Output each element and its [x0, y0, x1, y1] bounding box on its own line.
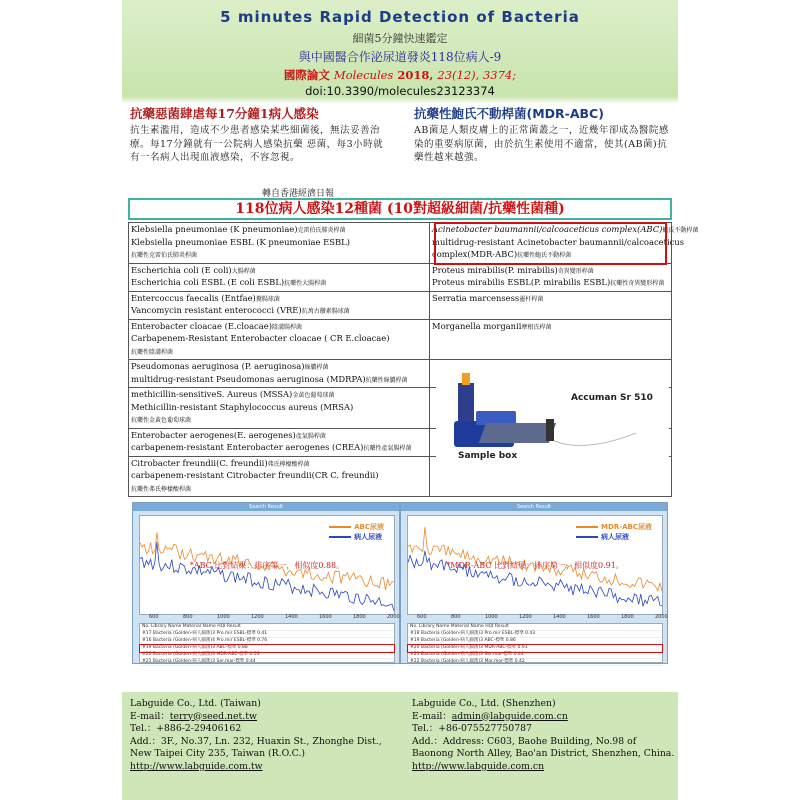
bacteria-name-zh: 抗藥性陰溝桿菌: [131, 348, 174, 356]
bacteria-name-en: Escherichia coli (E coli): [131, 264, 232, 275]
x-axis-ticks: [139, 614, 400, 622]
window-title: Search Result: [401, 503, 667, 511]
bacteria-name-zh: 抗萬古黴素腸球菌: [301, 308, 350, 315]
table-cell-right: [430, 263, 672, 291]
bacteria-entry: [131, 374, 427, 387]
legend-orange: ABC尿液: [329, 522, 384, 532]
intro-left: [130, 104, 390, 165]
email-link[interactable]: admin@labguide.com.cn: [451, 710, 568, 722]
phone: Tel.：+86-075527750787: [412, 723, 532, 734]
x-tick-label: 1400: [553, 614, 566, 620]
phone: Tel.：+886-2-29406162: [130, 723, 242, 734]
company-name: Labguide Co., Ltd. (Shenzhen): [412, 698, 556, 709]
bacteria-name-en: Acinetobacter baumannii/calcoaceticus complex(ABC): [432, 224, 663, 234]
intro-left-body: 抗生素濫用，造成不少患者感染某些細菌後，無法妥善治療。每17分鐘就有一公院病人感染抗藥 惡菌，每3小時就有一名病人出現血液感染，不容忽視。: [130, 125, 384, 163]
bacteria-entry: [131, 442, 427, 455]
x-tick-label: 1800: [353, 614, 366, 620]
bacteria-name-zh: 鮑氏不動桿菌: [662, 227, 699, 234]
table-cell-left: [129, 388, 430, 429]
table-cell-left: [129, 291, 430, 319]
bacteria-entry: [131, 249, 427, 262]
infection-banner: 118位病人感染12種菌 (10對超級細菌/抗藥性菌種): [128, 198, 672, 220]
x-tick-label: 1400: [285, 614, 298, 620]
bacteria-name-en: Enterobacter cloacae (E.cloacae): [131, 320, 272, 331]
bacteria-name-en: Methicillin-resistant Staphylococcus aureus (MRSA): [131, 401, 354, 412]
footer: [122, 692, 678, 800]
intro-right-body: AB菌是人類皮膚上的正常菌叢之一，近幾年卻成為醫院感染的重要病原菌，由於抗生素使用不適當，使其(AB菌)抗藥性越來越強。: [414, 125, 669, 163]
bacteria-entry: [432, 321, 669, 334]
bacteria-name-en: Proteus mirabilis ESBL(P. mirabilis ESBL): [432, 277, 611, 287]
result-row[interactable]: #19 Bacteria (Golden-病人細菌)3 ABC-標準 0.88: [140, 645, 394, 652]
bacteria-name-en: Carbapenem-Resistant Enterobacter cloacae ( CR E.cloacae): [131, 333, 390, 343]
table-cell-left: [129, 456, 430, 497]
email-label: E-mail：: [130, 710, 170, 722]
x-tick-label: 1000: [485, 614, 498, 620]
paper-journal: Molecules: [333, 68, 394, 82]
bacteria-name-zh: 綠膿桿菌: [304, 364, 329, 371]
table-row: [129, 291, 672, 319]
result-row[interactable]: #21 Bacteria (Golden-病人細菌)3 Ser.mar-標準 0.44: [408, 652, 662, 659]
spectrum-plot: [407, 515, 663, 615]
bacteria-entry: [131, 305, 427, 318]
bacteria-name-zh: 產氣腸桿菌: [295, 432, 326, 440]
x-tick-label: 1800: [621, 614, 634, 620]
bacteria-entry: [131, 402, 427, 415]
result-row[interactable]: #21 Bacteria (Golden-病人細菌)3 Ser.mar-標準 0.44: [140, 659, 394, 666]
bacteria-name-en: Enterobacter aerogenes(E. aerogenes): [131, 429, 296, 440]
search-result-window: [132, 502, 400, 664]
window-title: Search Result: [133, 503, 399, 511]
address-line2: New Taipei City 235, Taiwan (R.O.C.): [130, 748, 306, 759]
bacteria-name-zh: 摩根氏桿菌: [521, 323, 552, 331]
x-tick-label: 1200: [251, 614, 264, 620]
bacteria-name-zh: 大腸桿菌: [231, 267, 256, 275]
email-link[interactable]: terry@seed.net.tw: [169, 710, 257, 722]
bacteria-name-zh: 靈杆桿菌: [519, 295, 544, 303]
x-axis-ticks: [407, 614, 668, 622]
result-row[interactable]: #19 Bacteria (Golden-病人細菌)3 ABC-標準 0.86: [408, 638, 662, 645]
bacteria-name-zh: 弗氏檸檬酸桿菌: [267, 460, 310, 468]
x-tick-label: 1000: [217, 614, 230, 620]
result-row[interactable]: #18 Bacteria (Golden-病人細菌)3 Pro.mir ESBL-標準 0.43: [408, 631, 662, 638]
bacteria-name-zh: 抗藥性金黃色葡萄球菌: [131, 417, 192, 424]
x-tick-label: 600: [149, 614, 159, 620]
result-list: [407, 623, 663, 663]
table-cell-left: [129, 319, 430, 360]
legend: [329, 522, 384, 542]
bacteria-name-en: Escherichia coli ESBL (E coli ESBL): [131, 277, 285, 287]
bacteria-name-en: carbapenem-resistant Enterobacter aerogenes (CREA): [131, 442, 364, 452]
page-title: 5 minutes Rapid Detection of Bacteria: [220, 8, 580, 26]
bacteria-entry: [131, 224, 427, 237]
bacteria-entry: [131, 265, 427, 278]
bacteria-name-zh: 金黃色葡萄球菌: [292, 392, 335, 399]
footer-shenzhen: [412, 698, 682, 773]
bacteria-entry: [432, 277, 669, 290]
bacteria-name-en: Citrobacter freundii(C. freundii): [131, 457, 268, 468]
result-row[interactable]: No. Library Name Material Name HQI Result: [408, 624, 662, 631]
bacteria-name-zh: 抗藥性奇異變形桿菌: [610, 280, 665, 287]
table-row: [129, 319, 672, 360]
bacteria-name-en: Pseudomonas aeruginosa (P. aeruginosa): [131, 361, 305, 371]
bacteria-name-en: Entercoccus faecalis (Entfae): [131, 292, 256, 303]
highlight-box-mdr-abc: [434, 222, 667, 265]
x-tick-label: 1200: [519, 614, 532, 620]
x-tick-label: 600: [417, 614, 427, 620]
bacteria-name-zh: 奇異變形桿菌: [557, 267, 594, 275]
company-name: Labguide Co., Ltd. (Taiwan): [130, 698, 261, 709]
table-row: [129, 263, 672, 291]
result-row[interactable]: #20 Bacteria (Golden-病人細菌)3 MDR-ABC-標準 0.91: [408, 645, 662, 652]
address-line1: Add.：Address: C603, Baohe Building, No.98 of: [412, 735, 637, 747]
bacteria-name-en: multidrug-resistant Acinetobacter baumannii/calcoaceticus: [432, 236, 685, 247]
intro-left-heading: 抗藥惡菌肆虐每17分鐘1病人感染: [130, 106, 319, 121]
match-note: *MDR-ABC 比對結果：排序第一，相似度0.91。: [446, 561, 624, 570]
x-tick-label: 2000: [387, 614, 400, 620]
source-credit: 轉自香港經濟日報: [262, 189, 335, 199]
website-link[interactable]: http://www.labguide.com.tw: [130, 760, 263, 772]
bacteria-name-en: methicillin-sensitiveS. Aureus (MSSA): [131, 389, 293, 399]
table-cell-right: [430, 319, 672, 360]
address-line1: Add.：3F., No.37, Ln. 232, Huaxin St., Zhonghe Dist.,: [130, 735, 382, 747]
bacteria-name-zh: 抗藥性大腸桿菌: [284, 280, 327, 287]
intro-right: [414, 104, 674, 165]
result-row[interactable]: #16 Bacteria (Golden-病人細菌)4 Pro.mir ESBL-標準 0.76: [140, 638, 394, 645]
subtitle-zh: 細菌5分鐘快速鑑定: [352, 32, 448, 45]
legend-blue: 病人尿液: [576, 532, 652, 542]
bacteria-name-zh: 克雷伯氏肺炎桿菌: [297, 227, 346, 234]
website-link[interactable]: http://www.labguide.com.cn: [412, 760, 545, 772]
bacteria-entry: [131, 414, 427, 427]
bacteria-entry: [432, 265, 669, 278]
bacteria-name-en: Klebsiella pneumoniae (K pneumoniae): [131, 224, 298, 234]
x-tick-label: 2000: [655, 614, 668, 620]
table-cell-left: [129, 428, 430, 456]
bacteria-entry: [432, 293, 669, 306]
bacteria-entry: [131, 237, 427, 250]
bacteria-entry: [131, 470, 427, 483]
paper-prefix: 國際論文: [283, 68, 330, 82]
bacteria-name-zh: 糞腸球菌: [255, 295, 280, 303]
bacteria-entry: [131, 430, 427, 443]
bacteria-name-zh: 抗藥性產氣腸桿菌: [363, 445, 412, 452]
x-tick-label: 800: [451, 614, 461, 620]
device-model-label: Accuman Sr 510: [571, 393, 653, 403]
bacteria-entry: [131, 293, 427, 306]
match-note: *ABC 比對結果：排序第一，相似度0.88。: [189, 561, 345, 570]
bacteria-name-en: complex(MDR-ABC): [432, 249, 518, 259]
email-label: E-mail：: [412, 710, 452, 722]
paper-year: 2018: [397, 68, 430, 82]
footer-taiwan: [130, 698, 400, 773]
table-cell-right: [430, 291, 672, 319]
bacteria-entry: [131, 458, 427, 471]
result-list: [139, 623, 395, 663]
intro-right-heading: 抗藥性鮑氏不動桿菌(MDR-ABC): [414, 106, 604, 121]
bacteria-name-en: multidrug-resistant Pseudomonas aeruginosa (MDRPA): [131, 373, 366, 384]
bacteria-name-zh: 抗藥性綠膿桿菌: [365, 376, 408, 384]
result-row[interactable]: #22 Bacteria (Golden-病人細菌)3 Mor.mor-標準 0.42: [408, 659, 662, 666]
bacteria-name-en: carbapenem-resistant Citrobacter freundii(CR C. freundii): [131, 470, 379, 480]
result-row[interactable]: #17 Bacteria (Golden-病人細菌)3 Pro.mir ESBL-標準 0.41: [140, 631, 394, 638]
result-row[interactable]: #20 Bacteria (Golden-病人細菌)3 MDR-ABC-標準 0.53: [140, 652, 394, 659]
table-cell-left: [129, 263, 430, 291]
bacteria-entry: [131, 389, 427, 402]
bacteria-name-en: Klebsiella pneumoniae ESBL (K pneumoniae ESBL): [131, 236, 350, 247]
spectrum-plot: [139, 515, 395, 615]
legend-blue: 病人尿液: [329, 532, 384, 542]
bacteria-entry: [131, 361, 427, 374]
bacteria-entry: [131, 277, 427, 290]
sample-box-label: Sample box: [458, 451, 518, 461]
x-tick-label: 1600: [319, 614, 332, 620]
legend: [576, 522, 652, 542]
bacteria-name-zh: 抗藥性克雷伯氏肺炎桿菌: [131, 252, 198, 259]
table-cell-left: [129, 360, 430, 388]
header: [122, 0, 678, 98]
bacteria-name-en: Morganella morganii: [432, 320, 522, 331]
intro-section: [122, 104, 678, 200]
doi[interactable]: doi:10.3390/molecules23123374: [305, 84, 495, 98]
paper-volume: 23(12), 3374;: [437, 68, 517, 82]
result-row[interactable]: No. Library Name Material Name HQI Result: [140, 624, 394, 631]
bacteria-name-en: Proteus mirabilis(P. mirabilis): [432, 264, 558, 275]
bacteria-name-zh: 抗藥性弗氏檸檬酸桿菌: [131, 485, 192, 493]
table-cell-left: [129, 223, 430, 264]
bacteria-name-en: Serratia marcensess: [432, 292, 520, 303]
bacteria-entry: [131, 483, 427, 496]
x-tick-label: 800: [183, 614, 193, 620]
paper-citation: 國際論文 Molecules 2018, 23(12), 3374;: [283, 68, 517, 82]
search-result-window: [400, 502, 668, 664]
device-image: [436, 363, 669, 475]
bacteria-entry: [131, 321, 427, 334]
bacteria-name-zh: 陰溝腸桿菌: [271, 323, 302, 331]
bacteria-entry: [131, 346, 427, 359]
bacteria-name-en: Vancomycin resistant enterococci (VRE): [131, 305, 302, 315]
bacteria-name-zh: 抗藥性鮑氏不動桿菌: [517, 252, 572, 259]
address-line2: Baonong North Alley, Bao'an District, Shenzhen, China.: [412, 748, 675, 759]
subtitle-collab: 與中國醫合作泌尿道發炎118位病人-9: [298, 50, 502, 64]
bacteria-entry: [131, 333, 427, 346]
x-tick-label: 1600: [587, 614, 600, 620]
legend-orange: MDR-ABC尿液: [576, 522, 652, 532]
